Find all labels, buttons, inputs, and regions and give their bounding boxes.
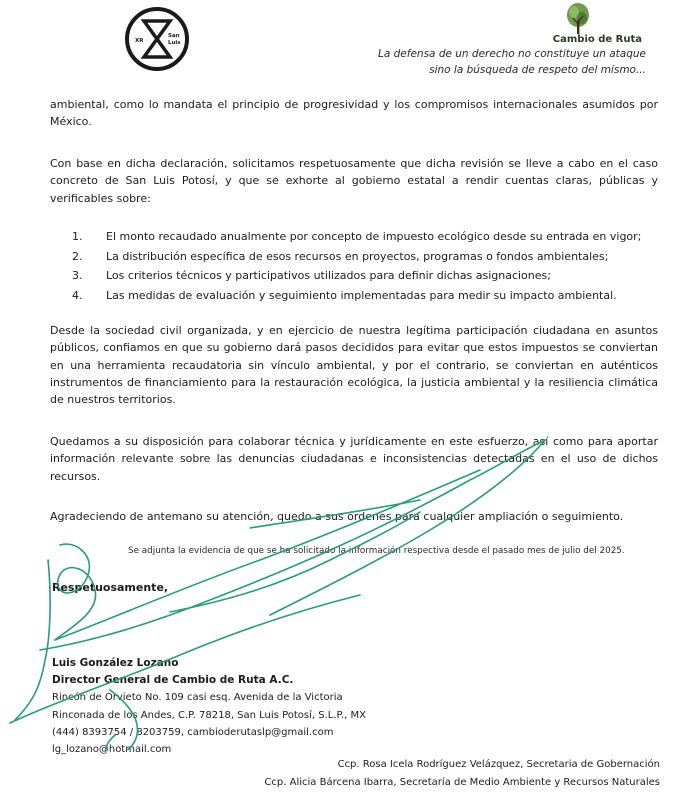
signer-address-line-1: Rincón de Orvieto No. 109 casi esq. Avenida de la Victoria	[52, 692, 343, 703]
organization-name: Cambio de Ruta	[552, 34, 642, 45]
evidence-note: Se adjunta la evidencia de que se ha solicitado la información respectiva desde el pasado mes de julio del 2025.	[128, 546, 625, 556]
closing-salutation: Respetuosamente,	[52, 581, 169, 594]
carbon-copy-line: Ccp. Alicia Bárcena Ibarra, Secretaría de Medio Ambiente y Recursos Naturales	[264, 777, 660, 788]
list-item-text: El monto recaudado anualmente por concepto de impuesto ecológico desde su entrada en vigor;	[106, 230, 642, 243]
list-item	[62, 247, 662, 267]
xr-logo-right-bottom-text: Luis	[168, 40, 181, 46]
paragraph-availability: Quedamos a su disposición para colaborar técnica y jurídicamente en este esfuerzo, así como para aportar información relevante sobre las denuncias ciudadanas e inconsistencias detectadas en el uso de dichos recursos.	[50, 435, 658, 483]
paragraph-thanks: Agradeciendo de antemano su atención, quedo a sus órdenes para cualquier ampliación o seguimiento.	[50, 510, 624, 523]
list-item-number: 3.	[72, 269, 83, 283]
paragraph-request: Con base en dicha declaración, solicitamos respetuosamente que dicha revisión se lleve a cabo en el caso concreto de San Luis Potosí, y que se exhorte al gobierno estatal a rendir cuentas claras, públicas y verificables sobre:	[50, 157, 658, 205]
paragraph-civil-society: Desde la sociedad civil organizada, y en ejercicio de nuestra legítima participación ciudadana en asuntos públicos, confiamos en que su gobierno dará pasos decididos para evitar que estos impuestos se conviertan en una herramienta recaudatoria sin vínculo ambiental, y por el contrario, se conviertan en auténticos instrumentos de financiamiento para la restauración ecológica, la justicia ambiental y la resiliencia climática de nuestros territorios.	[50, 324, 658, 407]
list-item-text: La distribución específica de esos recursos en proyectos, programas o fondos ambientales;	[106, 249, 609, 263]
cambio-de-ruta-tree-logo	[563, 2, 593, 36]
list-item-number: 4.	[72, 288, 83, 302]
xr-logo-right-top-text: San	[168, 33, 180, 39]
motto-line-2: sino la búsqueda de respeto del mismo...	[429, 64, 646, 76]
motto-line-1: La defensa de un derecho no constituye un ataque	[378, 48, 646, 60]
list-item-text: Las medidas de evaluación y seguimiento implementadas para medir su impacto ambiental.	[106, 288, 617, 302]
list-item-text: Los criterios técnicos y participativos utilizados para definir dichas asignaciones;	[106, 269, 551, 283]
header-motto	[286, 46, 646, 78]
signer-phone-email: (444) 8393754 / 8203759, cambioderutaslp@gmail.com	[52, 727, 334, 738]
xr-logo-left-text: XR	[135, 38, 144, 44]
list-item-number: 1.	[72, 230, 83, 243]
carbon-copy-line: Ccp. Rosa Icela Rodríguez Velázquez, Secretaria de Gobernación	[337, 759, 660, 770]
list-item	[62, 286, 662, 306]
signer-address-line-2: Rinconada de los Andes, C.P. 78218, San Luis Potosí, S.L.P., MX	[52, 710, 367, 721]
signer-email: lg_lozano@hotmail.com	[52, 744, 172, 755]
list-item	[62, 266, 662, 286]
list-item	[62, 227, 662, 247]
request-list	[62, 227, 662, 305]
signer-title: Director General de Cambio de Ruta A.C.	[52, 674, 294, 686]
xr-san-luis-logo	[124, 6, 190, 72]
list-item-number: 2.	[72, 249, 83, 263]
paragraph-intro-continuation: ambiental, como lo mandata el principio de progresividad y los compromisos internacionales asumidos por México.	[50, 98, 658, 129]
signer-name: Luis González Lozano	[52, 657, 179, 669]
